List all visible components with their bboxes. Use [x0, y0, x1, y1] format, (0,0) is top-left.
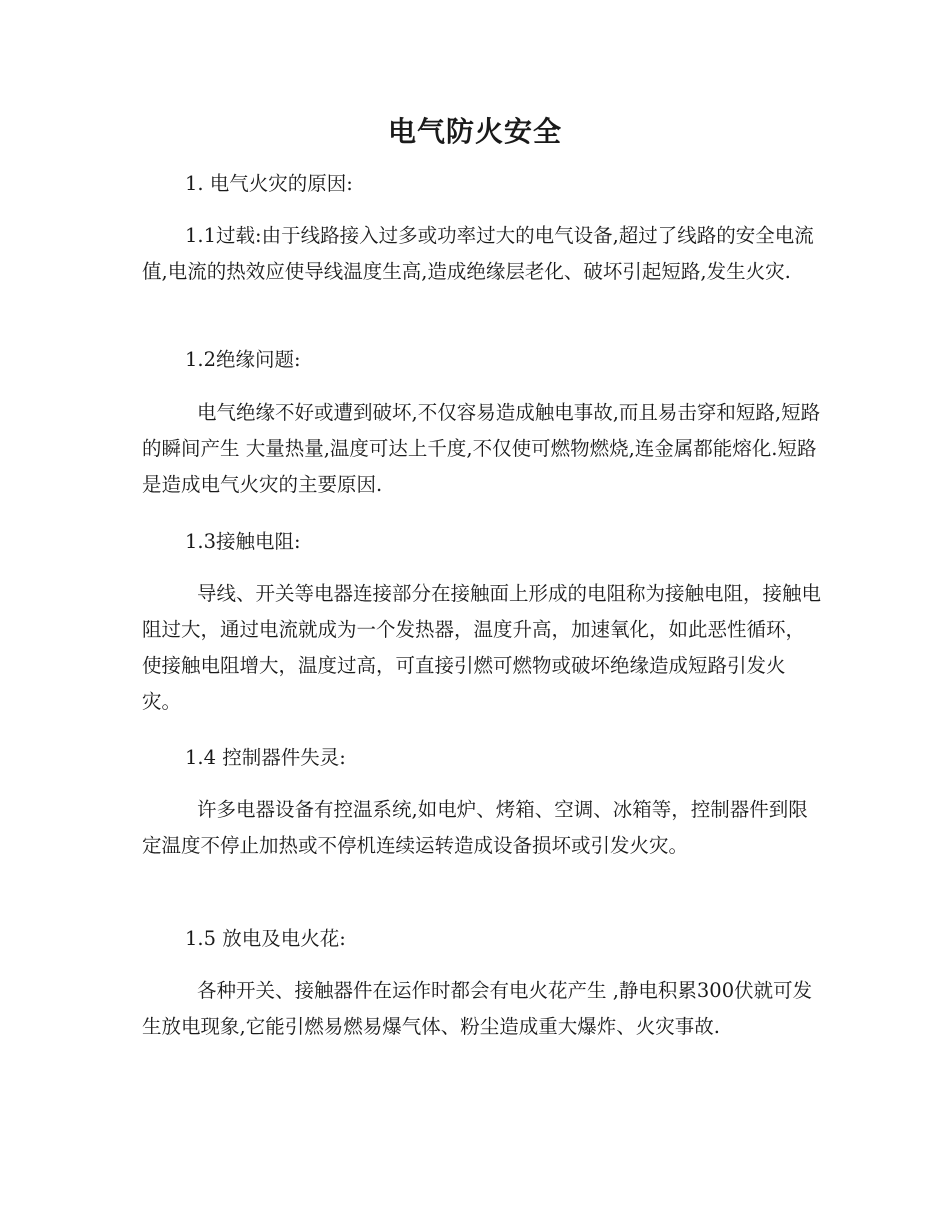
paragraph: 许多电器设备有控温系统,如电炉、烤箱、空调、冰箱等，控制器件到限定温度不停止加热或不停机连续运转造成设备损坏或引发火灾。 — [142, 798, 808, 857]
section-heading: 1. 电气火灾的原因: — [185, 172, 353, 195]
page-title: 电气防火安全 — [387, 115, 562, 148]
subsection-heading: 1.4 控制器件失灵: — [185, 746, 346, 769]
subsection-heading: 1.5 放电及电火花: — [185, 927, 346, 950]
paragraph: 导线、开关等电器连接部分在接触面上形成的电阻称为接触电阻，接触电阻过大，通过电流就成为一个发热器，温度升高，加速氧化，如此恶性循环，使接触电阻增大，温度过高，可直接引燃可燃物或破坏绝缘造成短路引发火灾。 — [142, 582, 822, 713]
subsection-heading: 1.3接触电阻: — [185, 530, 301, 553]
paragraph: 电气绝缘不好或遭到破坏,不仅容易造成触电事故,而且易击穿和短路,短路的瞬间产生 大量热量,温度可达上千度,不仅使可燃物燃烧,连金属都能熔化.短路是造成电气火灾的主要原因. — [142, 401, 821, 496]
paragraph: 1.1过载:由于线路接入过多或功率过大的电气设备,超过了线路的安全电流值,电流的热效应使导线温度生高,造成绝缘层老化、破坏引起短路,发生火灾. — [142, 224, 814, 283]
paragraph: 各种开关、接触器件在运作时都会有电火花产生 ,静电积累300伏就可发生放电现象,它能引燃易燃易爆气体、粉尘造成重大爆炸、火灾事故. — [142, 979, 813, 1038]
subsection-heading: 1.2绝缘问题: — [185, 348, 301, 371]
